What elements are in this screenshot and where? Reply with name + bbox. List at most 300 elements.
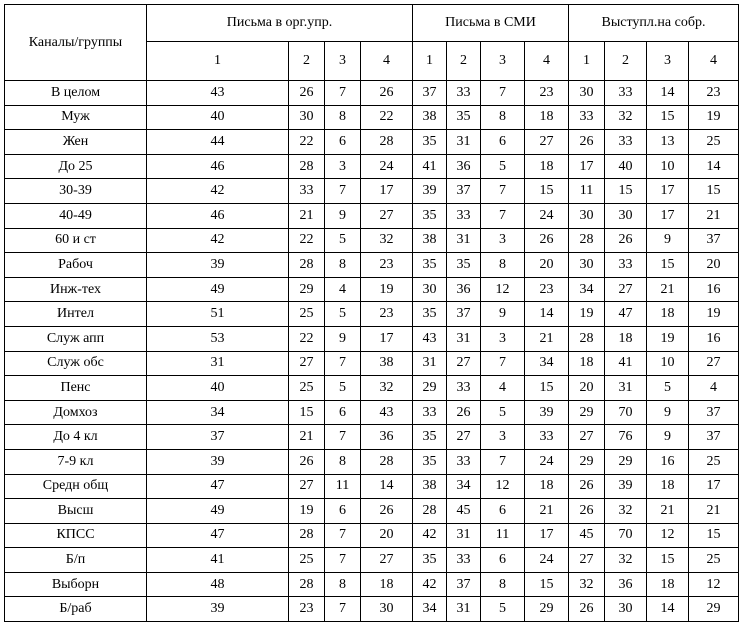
- table-cell: 26: [361, 81, 413, 106]
- table-cell: 44: [147, 130, 289, 155]
- table-cell: 14: [525, 302, 569, 327]
- table-cell: 51: [147, 302, 289, 327]
- table-cell: 53: [147, 326, 289, 351]
- table-cell: 39: [147, 597, 289, 622]
- corner-header: Каналы/группы: [5, 5, 147, 81]
- table-cell: 37: [447, 302, 481, 327]
- row-label: Служ обс: [5, 351, 147, 376]
- table-cell: 30: [569, 203, 605, 228]
- table-cell: 17: [689, 474, 739, 499]
- table-cell: 32: [569, 572, 605, 597]
- table-cell: 19: [689, 302, 739, 327]
- table-cell: 35: [413, 425, 447, 450]
- row-label: 30-39: [5, 179, 147, 204]
- row-label: Рабоч: [5, 253, 147, 278]
- table-cell: 19: [289, 499, 325, 524]
- table-cell: 19: [647, 326, 689, 351]
- table-cell: 15: [289, 400, 325, 425]
- table-cell: 22: [289, 326, 325, 351]
- table-cell: 21: [525, 326, 569, 351]
- sub-header-cell: 4: [361, 42, 413, 81]
- table-cell: 33: [447, 376, 481, 401]
- table-cell: 31: [447, 228, 481, 253]
- table-cell: 40: [147, 376, 289, 401]
- table-cell: 49: [147, 499, 289, 524]
- table-cell: 30: [569, 81, 605, 106]
- table-cell: 32: [361, 376, 413, 401]
- table-cell: 15: [605, 179, 647, 204]
- table-cell: 18: [525, 105, 569, 130]
- table-cell: 23: [525, 277, 569, 302]
- table-cell: 14: [361, 474, 413, 499]
- table-cell: 6: [325, 400, 361, 425]
- table-cell: 15: [689, 179, 739, 204]
- row-label: Выборн: [5, 572, 147, 597]
- table-cell: 6: [325, 130, 361, 155]
- table-cell: 8: [325, 572, 361, 597]
- table-cell: 11: [569, 179, 605, 204]
- table-cell: 14: [647, 597, 689, 622]
- table-cell: 7: [325, 179, 361, 204]
- table-cell: 15: [647, 105, 689, 130]
- table-cell: 41: [605, 351, 647, 376]
- sub-header-cell: 3: [481, 42, 525, 81]
- table-cell: 27: [569, 548, 605, 573]
- table-cell: 21: [647, 277, 689, 302]
- table-cell: 17: [361, 179, 413, 204]
- table-cell: 47: [605, 302, 647, 327]
- table-cell: 3: [481, 425, 525, 450]
- table-row: [5, 474, 739, 499]
- table-cell: 7: [325, 81, 361, 106]
- table-row: [5, 228, 739, 253]
- table-cell: 6: [481, 548, 525, 573]
- table-cell: 20: [361, 523, 413, 548]
- table-row: [5, 154, 739, 179]
- table-cell: 25: [289, 302, 325, 327]
- table-cell: 8: [481, 105, 525, 130]
- table-cell: 16: [689, 326, 739, 351]
- table-cell: 11: [325, 474, 361, 499]
- table-cell: 34: [413, 597, 447, 622]
- table-cell: 27: [569, 425, 605, 450]
- table-cell: 16: [689, 277, 739, 302]
- table-cell: 25: [689, 548, 739, 573]
- table-cell: 26: [525, 228, 569, 253]
- table-cell: 21: [689, 499, 739, 524]
- table-cell: 24: [525, 449, 569, 474]
- table-cell: 27: [361, 548, 413, 573]
- table-cell: 5: [325, 376, 361, 401]
- table-cell: 29: [289, 277, 325, 302]
- table-cell: 33: [447, 81, 481, 106]
- table-cell: 23: [525, 81, 569, 106]
- table-cell: 23: [361, 253, 413, 278]
- table-cell: 13: [647, 130, 689, 155]
- table-cell: 18: [647, 474, 689, 499]
- table-cell: 17: [647, 203, 689, 228]
- table-cell: 38: [413, 474, 447, 499]
- row-label: 60 и ст: [5, 228, 147, 253]
- table-cell: 20: [525, 253, 569, 278]
- table-cell: 5: [325, 302, 361, 327]
- table-cell: 35: [413, 253, 447, 278]
- sub-header-cell: 4: [525, 42, 569, 81]
- table-row: [5, 253, 739, 278]
- table-cell: 5: [325, 228, 361, 253]
- table-cell: 27: [289, 351, 325, 376]
- table-cell: 30: [569, 253, 605, 278]
- table-cell: 47: [147, 523, 289, 548]
- table-cell: 17: [647, 179, 689, 204]
- table-cell: 35: [413, 548, 447, 573]
- table-cell: 7: [325, 523, 361, 548]
- table-cell: 7: [481, 449, 525, 474]
- table-cell: 31: [447, 523, 481, 548]
- table-cell: 24: [525, 203, 569, 228]
- table-cell: 31: [447, 326, 481, 351]
- sub-header-cell: 2: [447, 42, 481, 81]
- table-cell: 8: [481, 572, 525, 597]
- sub-header-cell: 3: [647, 42, 689, 81]
- table-cell: 31: [447, 597, 481, 622]
- group-header-media: Письма в СМИ: [413, 5, 569, 42]
- table-row: [5, 105, 739, 130]
- table-cell: 11: [481, 523, 525, 548]
- table-cell: 34: [447, 474, 481, 499]
- group-header-meetings: Выступл.на собр.: [569, 5, 739, 42]
- table-cell: 9: [647, 228, 689, 253]
- table-row: [5, 351, 739, 376]
- table-row: [5, 548, 739, 573]
- table-cell: 37: [447, 179, 481, 204]
- table-cell: 29: [413, 376, 447, 401]
- table-cell: 32: [605, 548, 647, 573]
- table-cell: 15: [525, 376, 569, 401]
- table-row: [5, 523, 739, 548]
- table-row: [5, 326, 739, 351]
- table-cell: 39: [147, 449, 289, 474]
- table-cell: 28: [361, 130, 413, 155]
- table-cell: 36: [447, 277, 481, 302]
- table-cell: 15: [647, 548, 689, 573]
- table-cell: 9: [325, 326, 361, 351]
- table-cell: 38: [361, 351, 413, 376]
- table-cell: 34: [569, 277, 605, 302]
- table-cell: 37: [447, 572, 481, 597]
- sub-header-cell: 1: [413, 42, 447, 81]
- table-cell: 42: [147, 179, 289, 204]
- table-row: [5, 302, 739, 327]
- table-cell: 5: [481, 400, 525, 425]
- table-cell: 29: [569, 400, 605, 425]
- table-cell: 76: [605, 425, 647, 450]
- row-label: Муж: [5, 105, 147, 130]
- table-cell: 40: [147, 105, 289, 130]
- table-cell: 29: [605, 449, 647, 474]
- table-cell: 14: [647, 81, 689, 106]
- row-label: Б/раб: [5, 597, 147, 622]
- table-cell: 28: [289, 572, 325, 597]
- row-label: В целом: [5, 81, 147, 106]
- table-cell: 6: [481, 499, 525, 524]
- table-cell: 35: [413, 203, 447, 228]
- table-cell: 15: [525, 572, 569, 597]
- table-cell: 33: [447, 548, 481, 573]
- table-cell: 7: [481, 351, 525, 376]
- table-cell: 30: [413, 277, 447, 302]
- table-cell: 43: [413, 326, 447, 351]
- table-cell: 35: [413, 130, 447, 155]
- table-cell: 9: [647, 425, 689, 450]
- table-cell: 5: [481, 154, 525, 179]
- table-cell: 41: [147, 548, 289, 573]
- sub-header-cell: 2: [605, 42, 647, 81]
- table-cell: 4: [481, 376, 525, 401]
- table-cell: 42: [413, 572, 447, 597]
- table-cell: 27: [605, 277, 647, 302]
- table-cell: 21: [525, 499, 569, 524]
- table-cell: 7: [325, 597, 361, 622]
- table-cell: 26: [569, 130, 605, 155]
- table-cell: 22: [289, 228, 325, 253]
- table-cell: 31: [413, 351, 447, 376]
- table-cell: 32: [605, 105, 647, 130]
- table-cell: 19: [689, 105, 739, 130]
- table-cell: 37: [689, 400, 739, 425]
- table-cell: 35: [447, 105, 481, 130]
- table-cell: 33: [605, 253, 647, 278]
- table-cell: 28: [289, 154, 325, 179]
- table-cell: 18: [361, 572, 413, 597]
- table-cell: 23: [361, 302, 413, 327]
- table-cell: 29: [569, 449, 605, 474]
- table-cell: 7: [481, 81, 525, 106]
- table-cell: 39: [605, 474, 647, 499]
- table-cell: 49: [147, 277, 289, 302]
- table-cell: 24: [525, 548, 569, 573]
- table-cell: 15: [689, 523, 739, 548]
- table-cell: 37: [689, 228, 739, 253]
- table-cell: 9: [481, 302, 525, 327]
- table-cell: 8: [325, 105, 361, 130]
- table-cell: 31: [147, 351, 289, 376]
- table-cell: 20: [689, 253, 739, 278]
- table-cell: 17: [525, 523, 569, 548]
- table-cell: 7: [481, 203, 525, 228]
- table-cell: 10: [647, 154, 689, 179]
- table-cell: 28: [569, 228, 605, 253]
- table-row: [5, 203, 739, 228]
- table-cell: 26: [569, 597, 605, 622]
- table-cell: 28: [289, 253, 325, 278]
- row-label: Жен: [5, 130, 147, 155]
- table-cell: 18: [569, 351, 605, 376]
- table-cell: 30: [289, 105, 325, 130]
- table-cell: 29: [525, 597, 569, 622]
- table-cell: 26: [447, 400, 481, 425]
- table-cell: 22: [361, 105, 413, 130]
- table-cell: 42: [413, 523, 447, 548]
- table-cell: 27: [361, 203, 413, 228]
- table-cell: 33: [569, 105, 605, 130]
- table-cell: 21: [647, 499, 689, 524]
- table-cell: 33: [447, 203, 481, 228]
- table-cell: 39: [525, 400, 569, 425]
- table-cell: 33: [413, 400, 447, 425]
- table-cell: 3: [325, 154, 361, 179]
- table-row: [5, 130, 739, 155]
- sub-header-cell: 1: [147, 42, 289, 81]
- table-cell: 26: [289, 449, 325, 474]
- sub-header-cell: 2: [289, 42, 325, 81]
- table-cell: 43: [147, 81, 289, 106]
- table-cell: 34: [147, 400, 289, 425]
- sub-header-cell: 3: [325, 42, 361, 81]
- table-cell: 34: [525, 351, 569, 376]
- table-cell: 30: [361, 597, 413, 622]
- table-cell: 7: [325, 425, 361, 450]
- table-cell: 39: [413, 179, 447, 204]
- table-cell: 26: [569, 474, 605, 499]
- table-cell: 70: [605, 523, 647, 548]
- table-cell: 17: [361, 326, 413, 351]
- table-cell: 46: [147, 154, 289, 179]
- table-cell: 12: [689, 572, 739, 597]
- table-cell: 35: [413, 449, 447, 474]
- sub-header-cell: 4: [689, 42, 739, 81]
- table-cell: 29: [689, 597, 739, 622]
- table-cell: 24: [361, 154, 413, 179]
- row-label: Пенс: [5, 376, 147, 401]
- table-row: [5, 81, 739, 106]
- table-cell: 19: [361, 277, 413, 302]
- table-cell: 31: [447, 130, 481, 155]
- table-cell: 38: [413, 105, 447, 130]
- table-row: [5, 179, 739, 204]
- table-cell: 36: [447, 154, 481, 179]
- table-cell: 45: [447, 499, 481, 524]
- table-cell: 27: [447, 351, 481, 376]
- table-cell: 37: [147, 425, 289, 450]
- table-cell: 35: [447, 253, 481, 278]
- table-cell: 9: [647, 400, 689, 425]
- table-cell: 40: [605, 154, 647, 179]
- row-label: Домхоз: [5, 400, 147, 425]
- table-row: [5, 425, 739, 450]
- table-cell: 26: [605, 228, 647, 253]
- table-cell: 70: [605, 400, 647, 425]
- row-label: До 4 кл: [5, 425, 147, 450]
- row-label: Служ апп: [5, 326, 147, 351]
- table-row: [5, 376, 739, 401]
- table-row: [5, 277, 739, 302]
- table-row: [5, 400, 739, 425]
- table-row: [5, 449, 739, 474]
- table-cell: 4: [325, 277, 361, 302]
- table-cell: 30: [605, 597, 647, 622]
- table-cell: 28: [361, 449, 413, 474]
- table-cell: 27: [289, 474, 325, 499]
- table-cell: 33: [605, 81, 647, 106]
- row-label: Б/п: [5, 548, 147, 573]
- table-cell: 25: [689, 449, 739, 474]
- table-cell: 12: [647, 523, 689, 548]
- table-cell: 23: [689, 81, 739, 106]
- table-cell: 32: [361, 228, 413, 253]
- row-label: КПСС: [5, 523, 147, 548]
- table-cell: 47: [147, 474, 289, 499]
- table-cell: 3: [481, 228, 525, 253]
- table-cell: 48: [147, 572, 289, 597]
- table-cell: 18: [647, 572, 689, 597]
- table-cell: 28: [413, 499, 447, 524]
- table-row: [5, 572, 739, 597]
- table-row: [5, 597, 739, 622]
- table-cell: 36: [361, 425, 413, 450]
- table-cell: 32: [605, 499, 647, 524]
- table-cell: 26: [289, 81, 325, 106]
- row-label: Интел: [5, 302, 147, 327]
- table-cell: 27: [689, 351, 739, 376]
- table-cell: 18: [525, 474, 569, 499]
- table-cell: 27: [525, 130, 569, 155]
- table-cell: 7: [481, 179, 525, 204]
- table-cell: 33: [525, 425, 569, 450]
- table-cell: 33: [289, 179, 325, 204]
- table-cell: 3: [481, 326, 525, 351]
- table-cell: 19: [569, 302, 605, 327]
- table-cell: 12: [481, 474, 525, 499]
- row-label: 7-9 кл: [5, 449, 147, 474]
- table-cell: 39: [147, 253, 289, 278]
- row-label: Инж-тех: [5, 277, 147, 302]
- table-cell: 14: [689, 154, 739, 179]
- table-cell: 4: [689, 376, 739, 401]
- table-cell: 5: [647, 376, 689, 401]
- table-cell: 25: [289, 376, 325, 401]
- survey-table: [4, 4, 739, 622]
- table-cell: 20: [569, 376, 605, 401]
- table-cell: 17: [569, 154, 605, 179]
- table-cell: 18: [647, 302, 689, 327]
- table-cell: 26: [361, 499, 413, 524]
- table-cell: 33: [447, 449, 481, 474]
- table-cell: 21: [689, 203, 739, 228]
- table-cell: 8: [325, 253, 361, 278]
- table-cell: 25: [689, 130, 739, 155]
- table-cell: 6: [325, 499, 361, 524]
- table-cell: 35: [413, 302, 447, 327]
- table-cell: 36: [605, 572, 647, 597]
- table-cell: 41: [413, 154, 447, 179]
- table-cell: 21: [289, 425, 325, 450]
- table-cell: 15: [525, 179, 569, 204]
- table-cell: 46: [147, 203, 289, 228]
- table-cell: 18: [525, 154, 569, 179]
- table-cell: 31: [605, 376, 647, 401]
- table-cell: 8: [481, 253, 525, 278]
- table-cell: 30: [605, 203, 647, 228]
- table-cell: 15: [647, 253, 689, 278]
- table-cell: 38: [413, 228, 447, 253]
- table-cell: 5: [481, 597, 525, 622]
- row-label: Средн общ: [5, 474, 147, 499]
- table-cell: 18: [605, 326, 647, 351]
- group-header-orgs: Письма в орг.упр.: [147, 5, 413, 42]
- table-cell: 26: [569, 499, 605, 524]
- table-cell: 22: [289, 130, 325, 155]
